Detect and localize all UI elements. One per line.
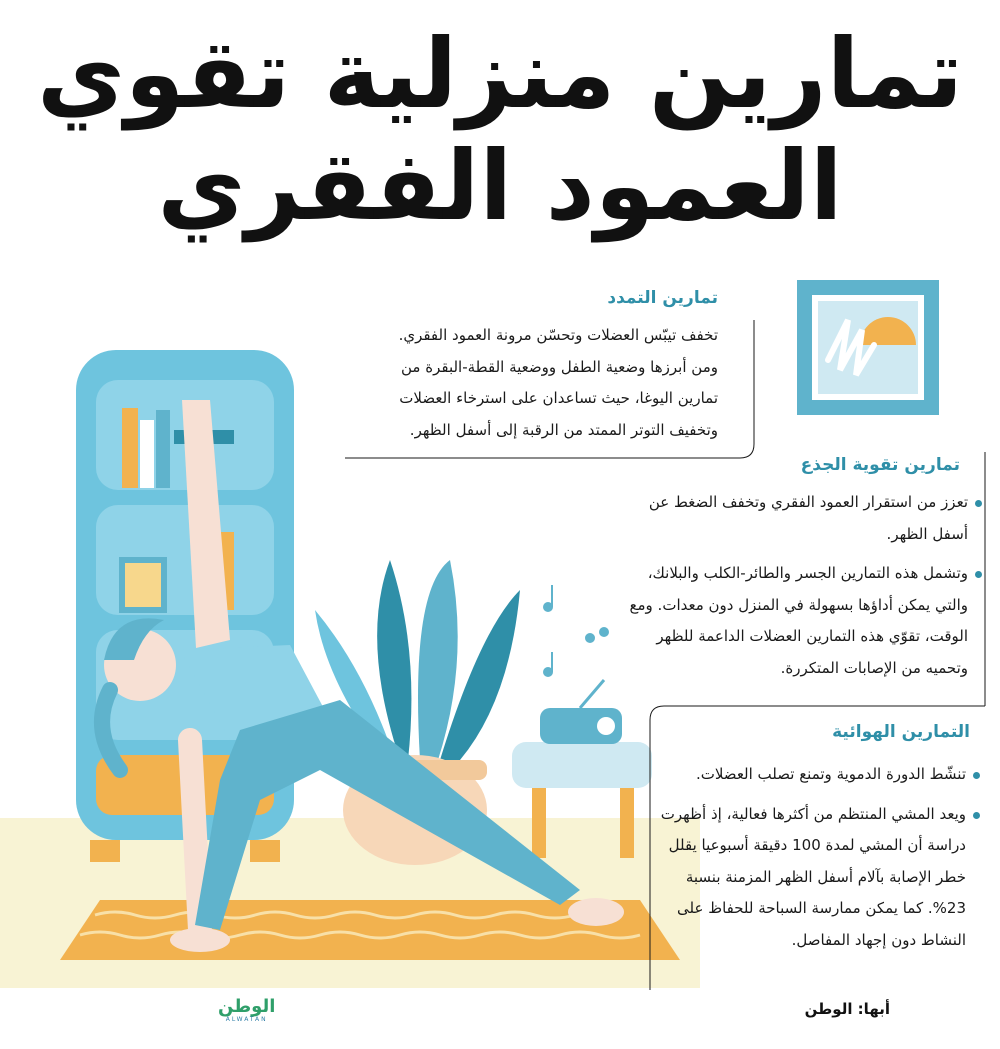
logo-wordmark: الوطن bbox=[218, 996, 276, 1017]
core-heading: تمارين تقوية الجذع bbox=[800, 455, 960, 475]
logo-subtext: ALWATAN bbox=[225, 1016, 268, 1023]
page-title bbox=[0, 18, 1000, 242]
stretching-line: تمارين اليوغا، حيث تساعدان على استرخاء العضلات bbox=[399, 389, 718, 407]
list-item: تنشّط الدورة الدموية وتمنع تصلب العضلات. bbox=[658, 759, 980, 791]
stretching-heading: تمارين التمدد bbox=[607, 288, 718, 308]
title-line-2: العمود الفقري bbox=[157, 130, 843, 242]
list-item: تعزز من استقرار العمود الفقري وتخفف الضغط عن أسفل الظهر. bbox=[620, 487, 982, 550]
list-item: ويعد المشي المنتظم من أكثرها فعالية، إذ أظهرت دراسة أن المشي لمدة 100 دقيقة أسبوعيا يقلل خطر الإصابة بآلام أسفل الظهر المزمنة بنسبة 23%. كما يمكن ممارسة السباحة للحفاظ على النشاط دون إجهاد المفاصل. bbox=[658, 799, 980, 957]
wall-picture bbox=[797, 280, 939, 415]
core-bullet-list bbox=[620, 487, 982, 692]
source-credit: أبها: الوطن bbox=[804, 1000, 890, 1018]
stretching-line: وتخفيف التوتر الممتد من الرقبة إلى أسفل الظهر. bbox=[409, 420, 718, 439]
stretching-line: ومن أبرزها وضعية الطفل ووضعية القطة-البقرة من bbox=[401, 357, 718, 376]
aerobic-heading: التمارين الهوائية bbox=[832, 722, 970, 742]
music-notes bbox=[543, 585, 609, 677]
title-line-1: تمارين منزلية تقوي bbox=[36, 18, 964, 130]
alwatan-logo bbox=[218, 998, 275, 1024]
stretching-paragraph bbox=[298, 320, 718, 446]
aerobic-bullet-list bbox=[658, 759, 980, 964]
stretching-line: تخفف تيبّس العضلات وتحسّن مرونة العمود الفقري. bbox=[398, 326, 718, 344]
list-item: وتشمل هذه التمارين الجسر والطائر-الكلب والبلانك، والتي يمكن أداؤها بسهولة في المنزل دون معدات. ومع الوقت، تقوّي هذه التمارين العضلات الداعمة للظهر وتحميه من الإصابات المتكررة. bbox=[620, 558, 982, 684]
